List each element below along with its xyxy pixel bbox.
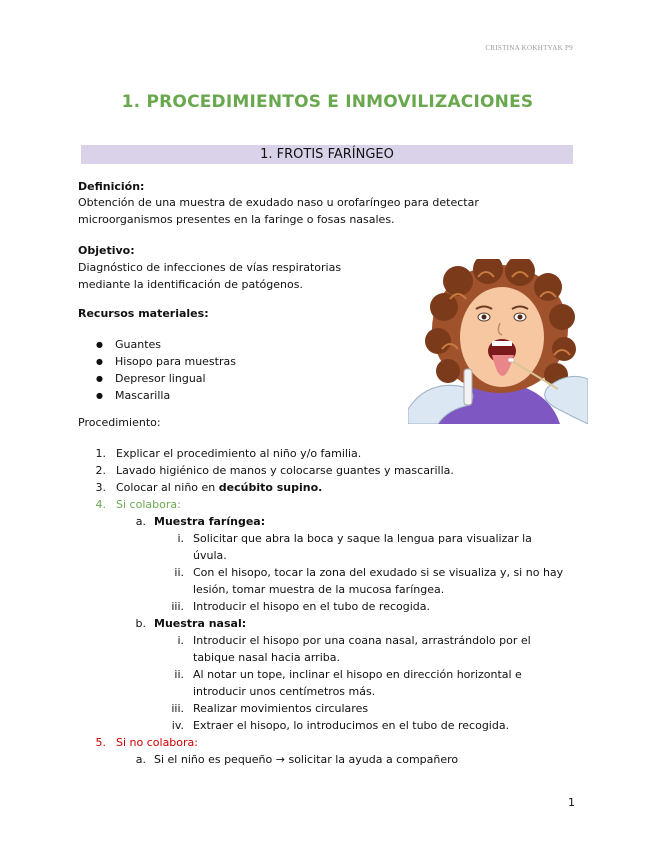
roman-number: iv. <box>171 719 184 732</box>
step-text: Explicar el procedimiento al niño y/o familia. <box>116 447 362 460</box>
step-text: Si colabora: <box>116 498 181 511</box>
step-text <box>116 480 322 496</box>
muestra-faringea-label: Muestra faríngea: <box>154 515 266 528</box>
definicion-line-1: Obtención de una muestra de exudado naso u orofaríngeo para detectar <box>78 196 479 209</box>
step-number: 5. <box>95 736 106 749</box>
child-throat-swab-illustration <box>408 259 588 424</box>
step-text: Lavado higiénico de manos y colocarse guantes y mascarilla. <box>116 464 454 477</box>
roman-text: Solicitar que abra la boca y saque la lengua para visualizar la <box>193 532 532 545</box>
objetivo-line-1: Diagnóstico de infecciones de vías respiratorias <box>78 261 342 274</box>
roman-number: ii. <box>174 566 184 579</box>
objetivo-label: Objetivo: <box>78 244 135 257</box>
muestra-nasal-label: Muestra nasal: <box>154 617 247 630</box>
step-number: 1. <box>95 447 106 460</box>
step-number: 2. <box>95 464 106 477</box>
step-number: 3. <box>95 481 106 494</box>
step-text-bold: decúbito supino. <box>218 481 323 494</box>
list-item: ● Depresor lingual <box>96 370 236 387</box>
sub-letter: b. <box>135 617 146 630</box>
roman-number: i. <box>177 532 184 545</box>
roman-text: Extraer el hisopo, lo introducimos en el tubo de recogida. <box>193 719 510 732</box>
roman-text: tabique nasal hacia arriba. <box>193 651 340 664</box>
roman-text: Con el hisopo, tocar la zona del exudado si se visualiza y, si no hay <box>193 566 564 579</box>
page-number: 1 <box>568 796 575 809</box>
roman-text: Introducir el hisopo en el tubo de recogida. <box>193 600 431 613</box>
roman-text: úvula. <box>193 549 227 562</box>
page-title: 1. PROCEDIMIENTOS E INMOVILIZACIONES <box>121 92 534 112</box>
sub-text: Si el niño es pequeño → solicitar la ayuda a compañero <box>154 753 459 766</box>
section-heading: 1. FROTIS FARÍNGEO <box>81 145 573 164</box>
list-item: ● Mascarilla <box>96 387 236 404</box>
roman-text: Introducir el hisopo por una coana nasal, arrastrándolo por el <box>193 634 531 647</box>
step-text-plain: Colocar al niño en <box>116 481 219 494</box>
step-number: 4. <box>95 498 106 511</box>
sub-letter: a. <box>135 753 146 766</box>
sub-letter: a. <box>135 515 146 528</box>
roman-text: lesión, tomar muestra de la mucosa faríngea. <box>193 583 445 596</box>
objetivo-line-2: mediante la identificación de patógenos. <box>78 278 303 291</box>
list-item: ● Hisopo para muestras <box>96 353 236 370</box>
roman-number: iii. <box>171 702 184 715</box>
recursos-list <box>96 336 236 404</box>
recursos-label: Recursos materiales: <box>78 307 209 320</box>
roman-number: ii. <box>174 668 184 681</box>
roman-text: introducir unos centímetros más. <box>193 685 376 698</box>
roman-text: Al notar un tope, inclinar el hisopo en dirección horizontal e <box>193 668 522 681</box>
list-item: ● Guantes <box>96 336 236 353</box>
definicion-line-2: microorganismos presentes en la faringe o fosas nasales. <box>78 213 395 226</box>
procedimiento-label: Procedimiento: <box>78 416 161 429</box>
definicion-label: Definición: <box>78 180 145 193</box>
header-author: CRISTINA KOKHTYAK P9 <box>485 44 573 52</box>
roman-number: i. <box>177 634 184 647</box>
step-text: Si no colabora: <box>116 736 198 749</box>
roman-number: iii. <box>171 600 184 613</box>
roman-text: Realizar movimientos circulares <box>193 702 369 715</box>
